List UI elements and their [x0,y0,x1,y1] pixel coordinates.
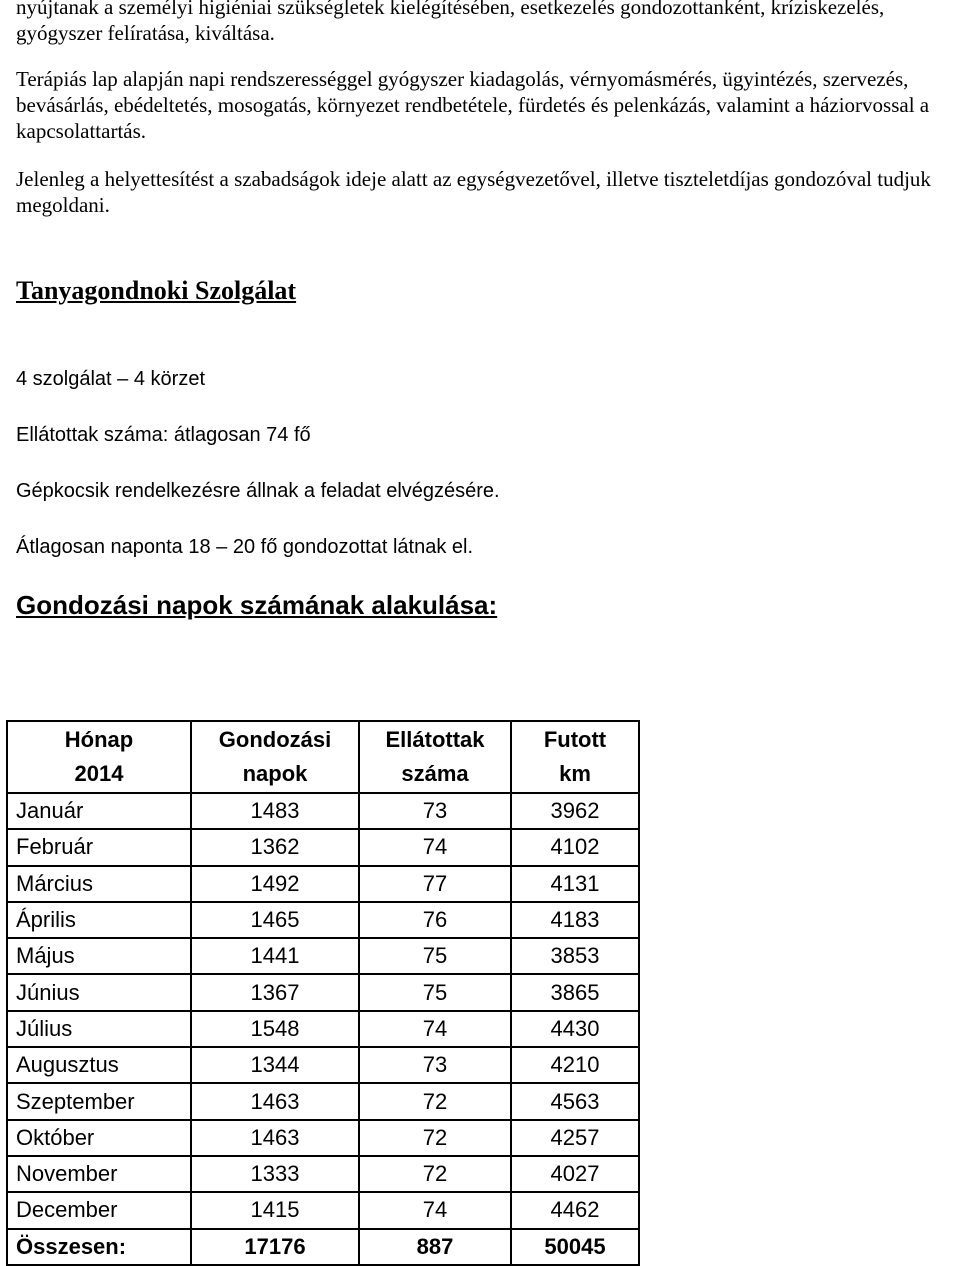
table-header-row [7,721,639,793]
cell-care-days: 1362 [191,829,359,865]
cell-care-days: 1367 [191,974,359,1010]
table-row [7,1156,639,1192]
cell-care-days: 1333 [191,1156,359,1192]
cell-km: 3962 [511,793,639,829]
cell-month: Január [7,793,191,829]
table-row [7,1011,639,1047]
cell-clients: 72 [359,1156,511,1192]
cell-km: 4462 [511,1192,639,1228]
table-row [7,1192,639,1228]
section-title-tanyagondnoki: Tanyagondnoki Szolgálat [16,276,297,305]
cell-month: Február [7,829,191,865]
info-line-clients: Ellátottak száma: átlagosan 74 fő [16,424,311,446]
cell-care-days: 1463 [191,1083,359,1119]
cell-care-days: 1483 [191,793,359,829]
cell-month: November [7,1156,191,1192]
header-clients: Ellátottak száma [359,721,511,793]
header-km: Futott km [511,721,639,793]
cell-clients: 77 [359,866,511,902]
table-row [7,1083,639,1119]
paragraph-substitution: Jelenleg a helyettesítést a szabadságok ideje alatt az egységvezetővel, illetve tiszteletdíjas gondozóval tudjuk megoldani. [16,167,931,217]
cell-clients: 73 [359,793,511,829]
cell-clients: 72 [359,1120,511,1156]
cell-km: 4257 [511,1120,639,1156]
table-row [7,974,639,1010]
cell-month: Augusztus [7,1047,191,1083]
cell-care-days: 1344 [191,1047,359,1083]
cell-clients: 75 [359,974,511,1010]
cell-km: 4563 [511,1083,639,1119]
cell-care-days: 1441 [191,938,359,974]
cell-clients: 72 [359,1083,511,1119]
cell-month: Április [7,902,191,938]
cell-month: Szeptember [7,1083,191,1119]
total-clients: 887 [359,1229,511,1265]
cell-care-days: 1492 [191,866,359,902]
cell-care-days: 1463 [191,1120,359,1156]
cell-clients: 73 [359,1047,511,1083]
cell-month: Október [7,1120,191,1156]
table-row [7,1047,639,1083]
cell-km: 4027 [511,1156,639,1192]
header-care-days: Gondozási napok [191,721,359,793]
cell-clients: 75 [359,938,511,974]
paragraph-therapy-routine: Terápiás lap alapján napi rendszerességgel gyógyszer kiadagolás, vérnyomásmérés, ügyintézés, szervezés, bevásárlás, ebédeltetés, mosogatás, környezet rendbetétele, fürdetés és pelenkázás, valamint a háziorvossal a kapcsolattartás. [16,67,930,143]
cell-care-days: 1548 [191,1011,359,1047]
care-days-table [6,720,640,1266]
section-title-care-days: Gondozási napok számának alakulása: [16,590,498,620]
cell-month: Július [7,1011,191,1047]
cell-month: Március [7,866,191,902]
cell-km: 3853 [511,938,639,974]
cell-care-days: 1465 [191,902,359,938]
cell-km: 4183 [511,902,639,938]
info-line-daily-visits: Átlagosan naponta 18 – 20 fő gondozottat látnak el. [16,536,474,558]
info-line-vehicles: Gépkocsik rendelkezésre állnak a feladat elvégzésére. [16,480,500,502]
table-row [7,938,639,974]
cell-month: December [7,1192,191,1228]
cell-km: 3865 [511,974,639,1010]
table-row [7,902,639,938]
table-row [7,829,639,865]
total-km: 50045 [511,1229,639,1265]
cell-clients: 74 [359,829,511,865]
cell-clients: 74 [359,1192,511,1228]
cell-km: 4430 [511,1011,639,1047]
cell-km: 4102 [511,829,639,865]
cell-clients: 76 [359,902,511,938]
cell-km: 4210 [511,1047,639,1083]
table-row [7,793,639,829]
cell-km: 4131 [511,866,639,902]
cell-month: Június [7,974,191,1010]
table-total-row [7,1229,639,1265]
table-row [7,1120,639,1156]
cell-clients: 74 [359,1011,511,1047]
paragraph-care-tasks: nyújtanak a személyi higiéniai szükségletek kielégítésében, esetkezelés gondozottanként, kríziskezelés, gyógyszer felíratása, kiváltása. [16,0,885,45]
total-care-days: 17176 [191,1229,359,1265]
total-month: Összesen: [7,1229,191,1265]
table-row [7,866,639,902]
info-line-districts: 4 szolgálat – 4 körzet [16,368,205,390]
header-month: Hónap 2014 [7,721,191,793]
cell-month: Május [7,938,191,974]
cell-care-days: 1415 [191,1192,359,1228]
